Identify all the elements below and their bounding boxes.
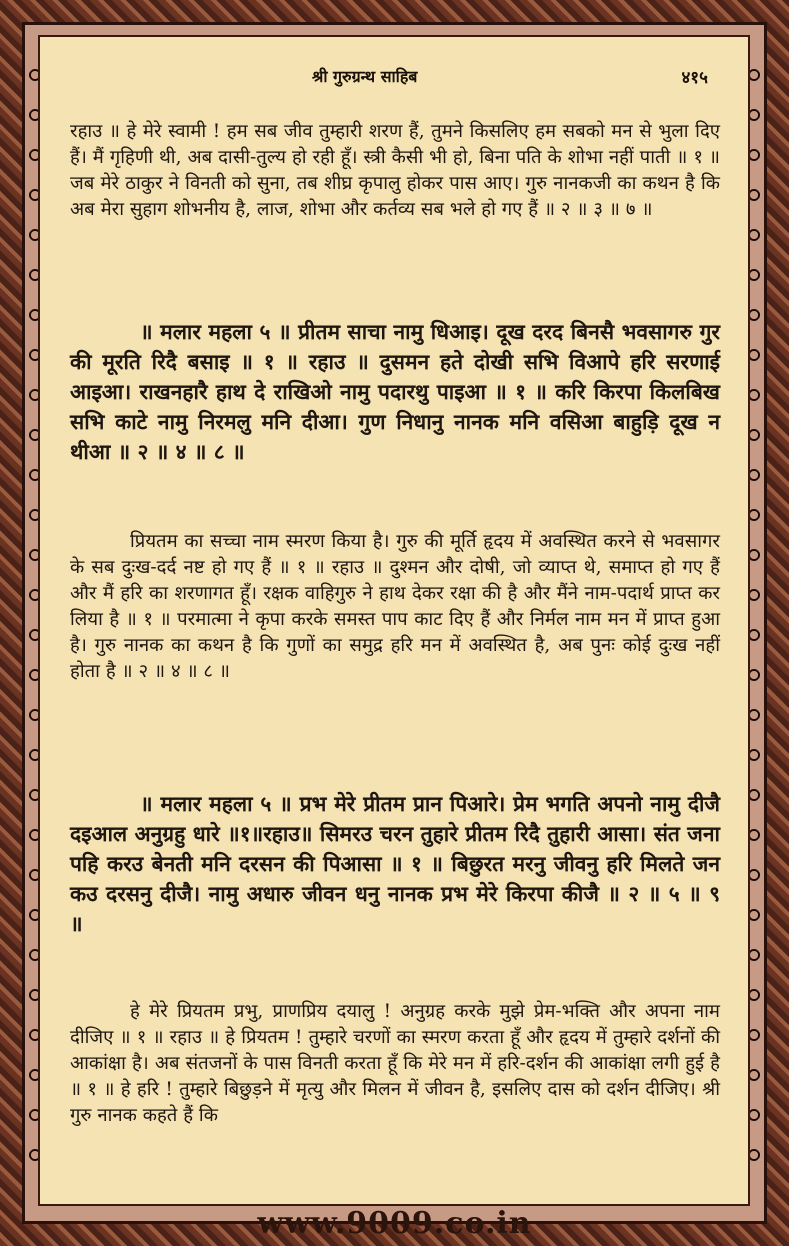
translation-paragraph-1: रहाउ ॥ हे मेरे स्वामी ! हम सब जीव तुम्हारी शरण हैं, तुमने किसलिए हम सबको मन से भुला दिए हैं। मैं गृहिणी थी, अब दासी-तुल्य हो रही हूँ। स्त्री कैसी भी हो, बिना पति के शोभा नहीं पाती ॥ १ ॥ जब मेरे ठाकुर ने विनती को सुना, तब शीघ्र कृपालु होकर पास आए। गुरु नानकजी का कथन है कि अब मेरा सुहाग शोभनीय है, लाज, शोभा और कर्तव्य सब भले हो गए हैं ॥ २ ॥ ३ ॥ ७ ॥ [70,121,720,220]
translation-paragraph-3: हे मेरे प्रियतम प्रभु, प्राणप्रिय दयालु ! अनुग्रह करके मुझे प्रेम-भक्ति और अपना नाम दीजिए ॥ १ ॥ रहाउ ॥ हे प्रियतम ! तुम्हारे चरणों का स्मरण करता हूँ और हृदय में तुम्हारे दर्शनों की आकांक्षा है। अब संतजनों के पास विनती करता हूँ कि मेरे मन में हरि-दर्शन की आकांक्षा लगी हुई है ॥ १ ॥ हे हरि ! तुम्हारे बिछुड़ने में मृत्यु और मिलन में जीवन है, इसलिए दास को दर्शन दीजिए। श्री गुरु नानक कहते हैं कि [70,1001,720,1126]
translation-paragraph-2: प्रियतम का सच्चा नाम स्मरण किया है। गुरु की मूर्ति हृदय में अवस्थित करने से भवसागर के सब दुःख-दर्द नष्ट हो गए हैं ॥ १ ॥ रहाउ ॥ दुश्मन और दोषी, जो व्याप्त थे, समाप्त हो गए हैं और मैं हरि का शरणागत हूँ। रक्षक वाहिगुरु ने हाथ देकर रक्षा की है और मैंने नाम-पदार्थ प्राप्त कर लिया है ॥ १ ॥ परमात्मा ने कृपा करके समस्त पाप काट दिए हैं और निर्मल नाम मन में प्राप्त हुआ है। गुरु नानक का कथन है कि गुणों का समुद्र हरि मन में अवस्थित है, अब पुनः कोई दुःख नहीं होता है ॥ २ ॥ ४ ॥ ८ ॥ [70,531,720,682]
verse-malar-2: ॥ मलार महला ५ ॥ प्रभ मेरे प्रीतम प्रान पिआरे। प्रेम भगति अपनो नामु दीजै दइआल अनुग्रहु धारे ॥१॥रहाउ॥ सिमरउ चरन तुहारे प्रीतम रिदै तुहारी आसा। संत जना पहि करउ बेनती मनि दरसन की पिआसा ॥ १ ॥ बिछुरत मरनु जीवनु हरि मिलते जन कउ दरसनु दीजै। नामु अधारु जीवन धनु नानक प्रभ मेरे किरपा कीजै ॥ २ ॥ ५ ॥ ९ ॥ [70,791,720,936]
page-number: ४१५ [681,68,708,88]
website-url: www.9009.co.in [257,1206,532,1241]
page-header [40,65,748,95]
verse-malar-1: ॥ मलार महला ५ ॥ प्रीतम साचा नामु धिआइ। दूख दरद बिनसै भवसागरु गुर की मूरति रिदै बसाइ ॥ १ ॥ रहाउ ॥ दुसमन हते दोखी सभि विआपे हरि सरणाई आइआ। राखनहारै हाथ दे राखिओ नामु पदारथु पाइआ ॥ १ ॥ करि किरपा किलबिख सभि काटे नामु निरमलु मनि दीआ। गुण निधानु नानक मनि वसिआ बाहुड़ि दूख न थीआ ॥ २ ॥ ४ ॥ ८ ॥ [70,319,720,464]
scripture-page [38,35,750,1206]
running-title: श्री गुरुग्रन्थ साहिब [312,67,418,86]
